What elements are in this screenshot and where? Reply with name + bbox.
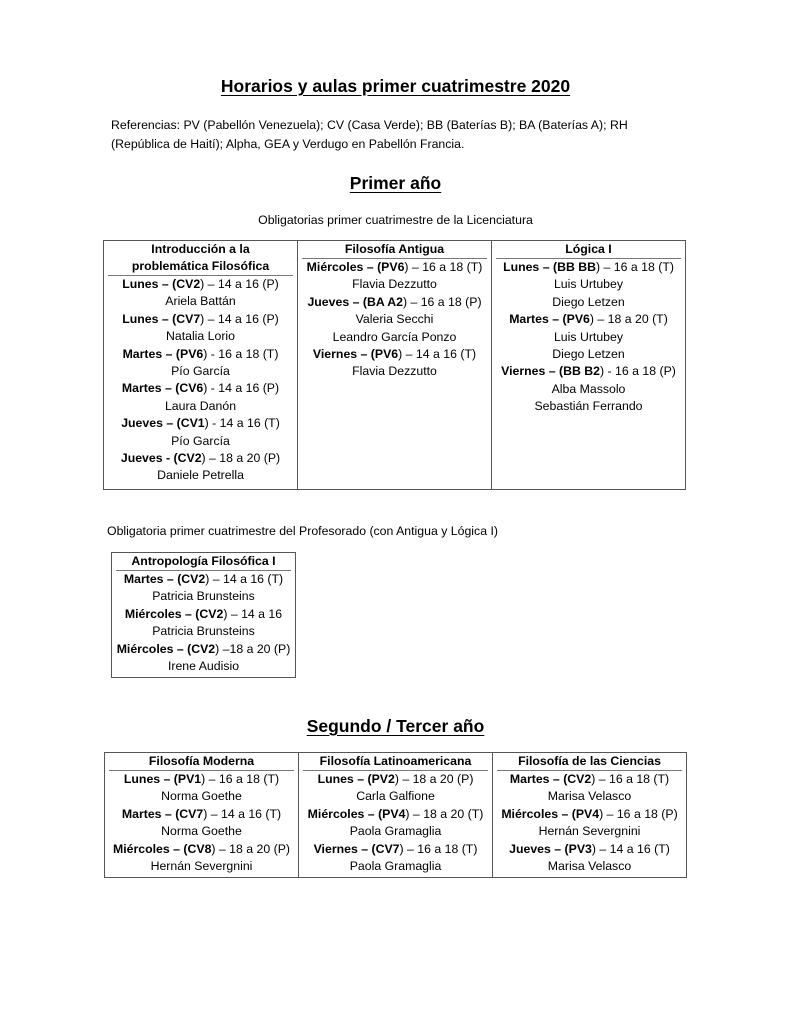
teacher-name: Hernán Severgnini xyxy=(150,859,253,874)
teacher-name: Pío García xyxy=(171,433,230,448)
teacher-name: Valeria Secchi xyxy=(355,312,434,327)
first-year-table xyxy=(103,240,686,490)
schedule-line: Miércoles – (PV6) – 16 a 18 (T) xyxy=(306,260,483,274)
teacher-name: Paola Gramaglia xyxy=(349,824,442,839)
teacher-name: Patricia Brunsteins xyxy=(152,589,255,604)
schedule-line: Miércoles – (CV2) –18 a 20 (P) xyxy=(116,641,291,656)
schedule-line: Miércoles – (PV4) – 18 a 20 (T) xyxy=(307,806,484,821)
course-cell xyxy=(105,753,299,878)
schedule-line: Miércoles – (CV2) – 14 a 16 xyxy=(124,606,283,621)
schedule-line: Martes – (PV6) – 18 a 20 (T) xyxy=(509,312,668,327)
teacher-name: Patricia Brunsteins xyxy=(152,624,255,639)
teacher-name: Luis Urtubey xyxy=(553,277,624,292)
schedule-line: Viernes – (PV6) – 14 a 16 (T) xyxy=(312,347,477,362)
schedule-line: Viernes – (BB B2) - 16 a 18 (P) xyxy=(501,364,676,379)
teacher-name: Marisa Velasco xyxy=(547,859,632,874)
teacher-name: Diego Letzen xyxy=(552,347,625,362)
course-entries xyxy=(114,571,293,675)
schedule-line: Jueves – (PV3) – 14 a 16 (T) xyxy=(509,841,670,856)
teacher-name: Ariela Battán xyxy=(165,294,236,309)
references-line-1: Referencias: PV (Pabellón Venezuela); CV (Casa Verde); BB (Baterías B); BA (Baterías A); RH xyxy=(111,118,628,132)
course-cell xyxy=(104,241,298,490)
first-year-subtitle: Obligatorias primer cuatrimestre de la Licenciatura xyxy=(258,213,533,227)
second-third-year-heading: Segundo / Tercer año xyxy=(306,716,485,736)
course-name: Filosofía Latinoamericana xyxy=(303,753,488,771)
teacher-name: Paola Gramaglia xyxy=(349,859,442,874)
course-entries xyxy=(495,771,684,875)
schedule-line: Martes – (CV2) – 14 a 16 (T) xyxy=(123,572,284,586)
teacher-name: Flavia Dezzutto xyxy=(352,277,437,292)
page-title: Horarios y aulas primer cuatrimestre 2020 xyxy=(220,76,571,96)
teacher-name: Marisa Velasco xyxy=(547,789,632,804)
course-cell xyxy=(299,753,493,878)
course-entries xyxy=(300,259,489,381)
course-cell xyxy=(112,553,296,678)
course-name: Filosofía Antigua xyxy=(302,241,487,259)
schedule-line: Jueves – (BA A2) – 16 a 18 (P) xyxy=(307,294,482,309)
teacher-name: Irene Audisio xyxy=(167,659,240,674)
schedule-line: Viernes – (CV7) – 16 a 18 (T) xyxy=(313,841,478,856)
references-line-2: (República de Haití); Alpha, GEA y Verdugo en Pabellón Francia. xyxy=(111,137,465,151)
course-name: Introducción a la problemática Filosófica xyxy=(108,241,293,276)
teacher-name: Natalia Lorio xyxy=(165,329,236,344)
teacher-name: Alba Massolo xyxy=(551,381,626,396)
course-cell xyxy=(493,753,687,878)
teacher-name: Hernán Severgnini xyxy=(538,824,641,839)
teacher-name: Daniele Petrella xyxy=(157,468,244,483)
profesorado-subtitle: Obligatoria primer cuatrimestre del Profesorado (con Antigua y Lógica I) xyxy=(107,524,498,538)
teacher-name: Pío García xyxy=(171,364,230,379)
course-entries xyxy=(106,276,295,485)
profesorado-table xyxy=(111,552,296,678)
schedule-line: Lunes – (CV7) – 14 a 16 (P) xyxy=(122,311,279,326)
teacher-name: Flavia Dezzutto xyxy=(352,364,437,379)
references xyxy=(111,116,671,154)
schedule-line: Martes – (CV7) – 14 a 16 (T) xyxy=(121,806,282,821)
schedule-line: Lunes – (PV1) – 16 a 18 (T) xyxy=(123,772,280,786)
course-cell xyxy=(298,241,492,490)
schedule-line: Jueves – (CV1) - 14 a 16 (T) xyxy=(121,416,280,431)
teacher-name: Laura Danón xyxy=(164,398,237,413)
teacher-name: Diego Letzen xyxy=(552,294,625,309)
course-entries xyxy=(494,259,683,416)
schedule-line: Lunes – (CV2) – 14 a 16 (P) xyxy=(122,277,279,291)
schedule-line: Jueves - (CV2) – 18 a 20 (P) xyxy=(120,451,281,466)
schedule-line: Martes – (PV6) - 16 a 18 (T) xyxy=(122,346,279,361)
schedule-line: Miércoles – (CV8) – 18 a 20 (P) xyxy=(112,841,291,856)
teacher-name: Sebastián Ferrando xyxy=(534,399,643,414)
schedule-line: Lunes – (BB BB) – 16 a 18 (T) xyxy=(503,260,674,274)
teacher-name: Norma Goethe xyxy=(161,824,242,839)
schedule-line: Miércoles – (PV4) – 16 a 18 (P) xyxy=(501,806,678,821)
schedule-line: Martes – (CV6) - 14 a 16 (P) xyxy=(121,381,280,396)
course-name: Filosofía Moderna xyxy=(109,753,294,771)
course-cell xyxy=(492,241,686,490)
teacher-name: Leandro García Ponzo xyxy=(332,329,457,344)
course-entries xyxy=(107,771,296,875)
course-name: Filosofía de las Ciencias xyxy=(497,753,682,771)
course-entries xyxy=(301,771,490,875)
course-name: Lógica I xyxy=(496,241,681,259)
second-third-year-table xyxy=(104,752,687,878)
teacher-name: Carla Galfione xyxy=(356,789,435,804)
teacher-name: Norma Goethe xyxy=(161,789,242,804)
first-year-heading: Primer año xyxy=(349,173,442,193)
schedule-line: Lunes – (PV2) – 18 a 20 (P) xyxy=(317,772,474,786)
teacher-name: Luis Urtubey xyxy=(553,329,624,344)
course-name: Antropología Filosófica I xyxy=(116,553,291,571)
schedule-line: Martes – (CV2) – 16 a 18 (T) xyxy=(509,772,670,786)
